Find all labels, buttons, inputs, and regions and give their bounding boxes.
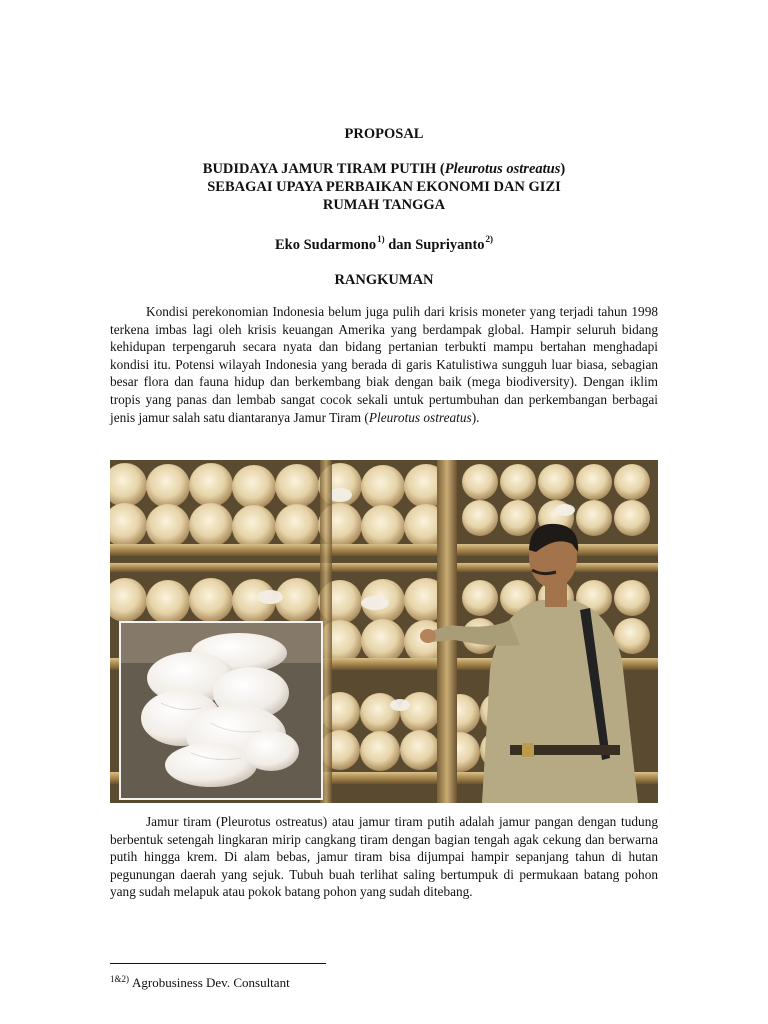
description-paragraph: Jamur tiram (Pleurotus ostreatus) atau jamur tiram putih adalah jamur pangan dengan tudung berbentuk setengah lingkaran mirip cangkang tiram dengan bagian tengah agak cekung dan berwarna putih hingga krem. Di alam bebas, jamur tiram bisa dijumpai hampir sepanjang tahun di hutan pegunungan daerah yang sejuk. Tubuh buah terlihat saling bertumpuk di permukaan batang pohon yang sudah melapuk atau pokok batang pohon yang sudah ditebang. [110, 814, 658, 900]
summary-paragraph: Kondisi perekonomian Indonesia belum juga pulih dari krisis moneter yang terjadi tahun 1998 terkena imbas lagi oleh krisis keuangan Amerika yang berdampak global. Hampir seluruh bidang kehidupan terpengaruh secara nyata dan bidang pertanian terbukti mampu bertahan menghadapi kondisi itu. Potensi wilayah Indonesia yang berada di garis Katulistiwa sungguh luar biasa, sebagian besar flora dan fauna hidup dan berkembang biak dengan baik (mega biodiversity). Dengan iklim tropis yang panas dan lembab sangat cocok sekali untuk pertumbuhan dan perkembangan berbagai jenis jamur salah satu diantaranya Jamur Tiram (Pleurotus ostreatus). [110, 304, 658, 425]
oyster-mushroom-inset [119, 621, 323, 800]
section-heading: RANGKUMAN [334, 272, 434, 288]
oyster-mushroom-illustration [121, 623, 321, 798]
footnote [110, 974, 290, 993]
mushroom-farm-photo [110, 460, 658, 803]
footnote-marker: 1&2) [110, 974, 129, 984]
title-line-3: RUMAH TANGGA [322, 197, 446, 213]
title-line-1: BUDIDAYA JAMUR TIRAM PUTIH (Pleurotus ostreatus) [202, 161, 566, 177]
author-2: Supriyanto [415, 237, 485, 253]
scientific-name: Pleurotus ostreatus [444, 161, 561, 177]
author-2-superscript: 2) [485, 234, 494, 244]
author-separator: dan [384, 237, 416, 253]
scientific-name-inline: Pleurotus ostreatus [368, 409, 472, 425]
document-title [110, 160, 658, 214]
title-line-2: SEBAGAI UPAYA PERBAIKAN EKONOMI DAN GIZI [207, 179, 561, 195]
footnote-divider [110, 963, 326, 964]
authors [110, 236, 658, 255]
author-1-superscript: 1) [377, 234, 385, 244]
footnote-text: Agrobusiness Dev. Consultant [132, 975, 290, 990]
document-label: PROPOSAL [344, 126, 424, 142]
author-1: Eko Sudarmono [274, 237, 377, 253]
